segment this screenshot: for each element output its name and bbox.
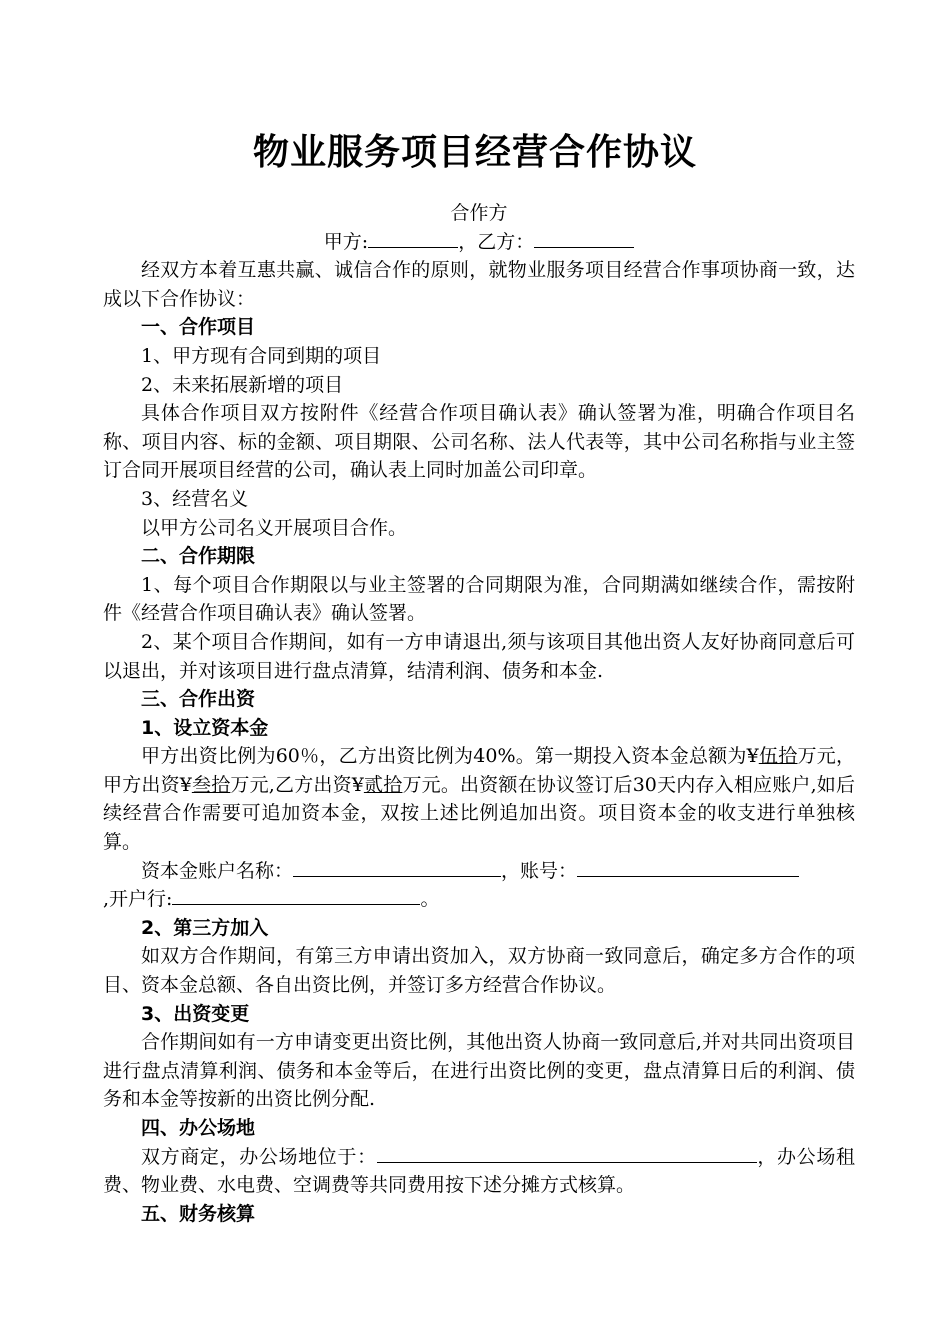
bank-label: ,开户行:	[103, 888, 173, 911]
account-name-label: 资本金账户名称：	[141, 859, 294, 882]
account-name-blank[interactable]	[293, 857, 501, 877]
section-5-heading: 五、财务核算	[141, 1202, 256, 1225]
section-3-sub-1: 1、设立资本金	[141, 716, 269, 739]
document-body	[103, 199, 855, 1228]
account-number-blank[interactable]	[577, 857, 799, 877]
capital-party-a-amount: 叁拾	[191, 773, 231, 796]
bank-blank[interactable]	[172, 885, 420, 905]
section-3-sub-3-text: 合作期间如有一方申请变更出资比例，其他出资人协商一致同意后,并对共同出资项目进行盘点清算利润、债务和本金等后，在进行出资比例的变更，盘点清算日后的利润、债务和本金等按新的出资比例分配.	[103, 1031, 855, 1111]
section-2-paragraph-2: 2、某个项目合作期间，如有一方申请退出,须与该项目其他出资人友好协商同意后可以退出，并对该项目进行盘点清算，结清利润、债务和本金.	[103, 630, 855, 682]
section-3-sub-2: 2、第三方加入	[141, 916, 269, 939]
section-2-heading: 二、合作期限	[141, 545, 256, 568]
section-3-heading: 三、合作出资	[141, 688, 256, 711]
capital-text-b: 万元，甲方出资¥	[103, 745, 855, 796]
section-3-sub-3: 3、出资变更	[141, 1002, 250, 1025]
capital-text-a: 甲方出资比例为60％，乙方出资比例为40%。第一期投入资本金总额为¥	[141, 745, 759, 768]
section-3-sub-2-text: 如双方合作期间，有第三方申请出资加入，双方协商一致同意后，确定多方合作的项目、资本金总额、各自出资比例，并签订多方经营合作协议。	[103, 945, 855, 997]
capital-party-b-amount: 贰拾	[363, 773, 403, 796]
party-b-blank[interactable]	[534, 228, 634, 248]
section-4-heading: 四、办公场地	[141, 1117, 256, 1139]
parties-label: 合作方	[450, 202, 508, 224]
parties-line	[103, 228, 855, 257]
bank-line	[103, 885, 855, 914]
section-1-item-3: 3、经营名义	[141, 487, 249, 510]
account-number-label: ，账号：	[501, 859, 578, 882]
party-a-label: 甲方:	[323, 230, 369, 253]
office-text-b: ，办公场租费、物业费、水电费、空调费等共同费用按下述分摊方式核算。	[103, 1145, 855, 1197]
document-title: 物业服务项目经营合作协议	[252, 132, 697, 173]
section-1-item-1: 1、甲方现有合同到期的项目	[141, 344, 382, 367]
section-1-item-2: 2、未来拓展新增的项目	[141, 373, 344, 396]
account-line	[103, 857, 855, 886]
section-1-item-3-text: 以甲方公司名义开展项目合作。	[141, 516, 408, 539]
capital-total-amount: 伍拾	[758, 745, 798, 768]
capital-paragraph	[103, 742, 855, 856]
party-b-label: ，乙方：	[458, 230, 535, 253]
office-text-a: 双方商定，办公场地位于：	[141, 1145, 377, 1168]
office-address-blank[interactable]	[377, 1143, 757, 1163]
party-a-blank[interactable]	[368, 228, 458, 248]
capital-text-d: 万元。出资额在协议签订后30天内存入相应账户,如后续经营合作需要可追加资本金，双按上述比例追加出资。项目资本金的收支进行单独核算。	[103, 773, 855, 854]
bank-line-end: 。	[420, 888, 440, 911]
section-1-heading: 一、合作项目	[141, 316, 256, 339]
section-1-detail: 具体合作项目双方按附件《经营合作项目确认表》确认签署为准，明确合作项目名称、项目内容、标的金额、项目期限、公司名称、法人代表等，其中公司名称指与业主签订合同开展项目经营的公司，确认表上同时加盖公司印章。	[103, 402, 855, 482]
intro-paragraph: 经双方本着互惠共赢、诚信合作的原则，就物业服务项目经营合作事项协商一致，达成以下合作协议：	[103, 259, 855, 310]
office-paragraph	[103, 1143, 855, 1200]
capital-text-c: 万元,乙方出资¥	[230, 773, 364, 796]
section-2-paragraph-1: 1、每个项目合作期限以与业主签署的合同期限为准，合同期满如继续合作，需按附件《经营合作项目确认表》确认签署。	[103, 573, 855, 625]
